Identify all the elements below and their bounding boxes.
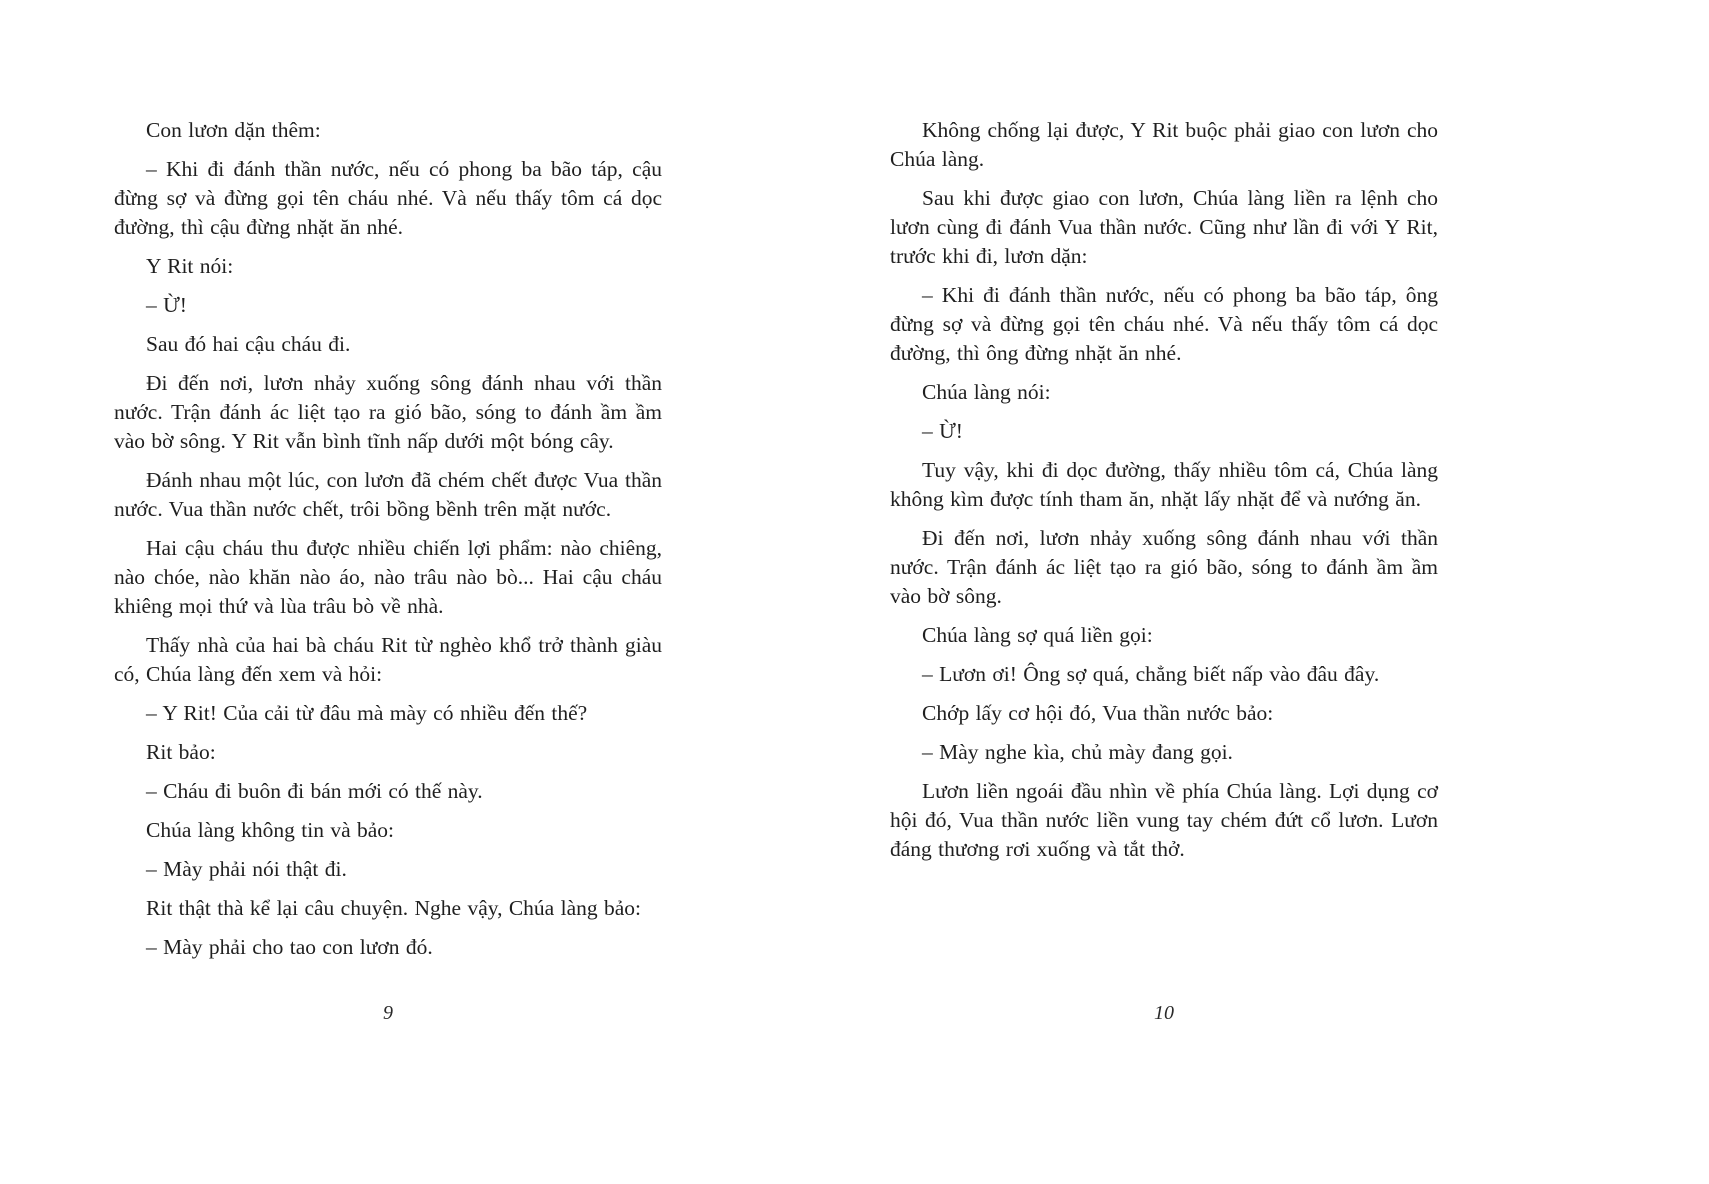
paragraph: Tuy vậy, khi đi dọc đường, thấy nhiều tôm cá, Chúa làng không kìm được tính tham ăn, nhặt lấy nhặt để và nướng ăn.: [890, 458, 1438, 511]
paragraph: – Mày phải nói thật đi.: [146, 857, 347, 881]
page-number-left: 9: [383, 1002, 393, 1024]
paragraph: Lươn liền ngoái đầu nhìn về phía Chúa làng. Lợi dụng cơ hội đó, Vua thần nước liền vung tay chém đứt cổ lươn. Lươn đáng thương rơi xuống và tắt thở.: [890, 779, 1438, 861]
paragraph: Đi đến nơi, lươn nhảy xuống sông đánh nhau với thần nước. Trận đánh ác liệt tạo ra gió bão, sóng to đánh ầm ầm vào bờ sông.: [890, 526, 1438, 608]
paragraph: – Mày nghe kìa, chủ mày đang gọi.: [922, 740, 1233, 764]
page-left: [114, 116, 662, 1076]
paragraph: Đi đến nơi, lươn nhảy xuống sông đánh nhau với thần nước. Trận đánh ác liệt tạo ra gió bão, sóng to đánh ầm ầm vào bờ sông. Y Rit vẫn bình tĩnh nấp dưới một bóng cây.: [114, 371, 662, 453]
paragraph: Chúa làng không tin và bảo:: [146, 818, 395, 842]
paragraph: Rit bảo:: [146, 740, 216, 764]
page-left-text: [114, 116, 662, 962]
paragraph: – Mày phải cho tao con lươn đó.: [146, 935, 433, 959]
paragraph: – Ừ!: [922, 419, 963, 443]
paragraph: – Khi đi đánh thần nước, nếu có phong ba bão táp, cậu đừng sợ và đừng gọi tên cháu nhé. Và nếu thấy tôm cá dọc đường, thì cậu đừng nhặt ăn nhé.: [114, 157, 662, 239]
paragraph: Chúa làng sợ quá liền gọi:: [922, 623, 1153, 647]
paragraph: Chớp lấy cơ hội đó, Vua thần nước bảo:: [922, 701, 1274, 725]
paragraph: Y Rit nói:: [146, 254, 234, 278]
paragraph: Hai cậu cháu thu được nhiều chiến lợi phẩm: nào chiêng, nào chóe, nào khăn nào áo, nào trâu nào bò... Hai cậu cháu khiêng mọi thứ và lùa trâu bò về nhà.: [114, 536, 662, 618]
paragraph: Không chống lại được, Y Rit buộc phải giao con lươn cho Chúa làng.: [890, 118, 1438, 171]
page-right: [890, 116, 1438, 1076]
paragraph: – Lươn ơi! Ông sợ quá, chẳng biết nấp vào đâu đây.: [922, 662, 1380, 686]
paragraph: – Khi đi đánh thần nước, nếu có phong ba bão táp, ông đừng sợ và đừng gọi tên cháu nhé. Và nếu thấy tôm cá dọc đường, thì ông đừng nhặt ăn nhé.: [890, 283, 1438, 365]
page-number-right: 10: [1154, 1002, 1174, 1024]
paragraph: Con lươn dặn thêm:: [146, 118, 321, 142]
paragraph: – Ừ!: [146, 293, 187, 317]
paragraph: Rit thật thà kể lại câu chuyện. Nghe vậy, Chúa làng bảo:: [146, 896, 642, 920]
paragraph: Đánh nhau một lúc, con lươn đã chém chết được Vua thần nước. Vua thần nước chết, trôi bồng bềnh trên mặt nước.: [114, 468, 662, 521]
paragraph: Sau đó hai cậu cháu đi.: [146, 332, 351, 356]
paragraph: – Cháu đi buôn đi bán mới có thế này.: [146, 779, 483, 803]
paragraph: – Y Rit! Của cải từ đâu mà mày có nhiều đến thế?: [146, 701, 588, 725]
paragraph: Sau khi được giao con lươn, Chúa làng liền ra lệnh cho lươn cùng đi đánh Vua thần nước. Cũng như lần đi với Y Rit, trước khi đi, lươn dặn:: [890, 186, 1438, 268]
paragraph: Chúa làng nói:: [922, 380, 1051, 404]
paragraph: Thấy nhà của hai bà cháu Rit từ nghèo khổ trở thành giàu có, Chúa làng đến xem và hỏi:: [114, 633, 662, 686]
page-right-text: [890, 116, 1438, 864]
